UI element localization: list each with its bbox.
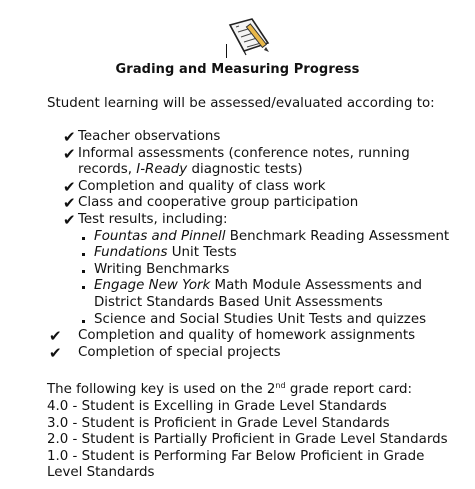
key-intro: The following key is used on the 2nd grade report card: <box>47 381 413 397</box>
checkmark-icon: ✔ <box>49 327 62 346</box>
checklist-item-text: Class and cooperative group participation <box>78 195 359 211</box>
checkmark-icon: ✔ <box>63 194 76 213</box>
test-result-item-text: District Standards Based Unit Assessments <box>94 295 383 310</box>
checklist-item-text: Informal assessments (conference notes, running <box>78 145 410 161</box>
checklist-item-text: records, I-Ready diagnostic tests) <box>78 162 303 178</box>
checklist-item-text: Test results, including: <box>78 212 228 227</box>
test-result-item-text: Writing Benchmarks <box>94 261 230 277</box>
checkmark-icon: ✔ <box>49 343 62 362</box>
square-bullet-icon <box>82 270 85 273</box>
text-cursor <box>226 44 227 58</box>
notebook-pencil-icon <box>224 17 280 61</box>
test-result-item-text: Engage New York Math Module Assessments and <box>94 278 422 294</box>
grading-key-line: 2.0 - Student is Partially Proficient in Grade Level Standards <box>47 432 448 448</box>
grading-key-line: 3.0 - Student is Proficient in Grade Level Standards <box>47 415 390 431</box>
checkmark-icon: ✔ <box>63 128 76 146</box>
checkmark-icon: ✔ <box>63 211 76 229</box>
grading-key-line: 1.0 - Student is Performing Far Below Proficient in Grade <box>47 448 425 464</box>
square-bullet-icon <box>82 286 85 289</box>
square-bullet-icon <box>82 320 85 323</box>
grading-key-line: Level Standards <box>47 465 155 481</box>
test-result-item-text: Fundations Unit Tests <box>94 245 237 261</box>
intro-text: Student learning will be assessed/evaluated according to: <box>47 96 435 111</box>
square-bullet-icon <box>82 237 85 240</box>
checkmark-icon: ✔ <box>63 177 76 196</box>
page-title: Grading and Measuring Progress <box>115 62 360 77</box>
checklist-item-text: Completion and quality of class work <box>78 178 326 194</box>
checklist-item-text: Teacher observations <box>78 129 221 144</box>
grading-key-line: 4.0 - Student is Excelling in Grade Level Standards <box>47 399 387 414</box>
test-result-item-text: Fountas and Pinnell Benchmark Reading Assessment <box>94 228 450 244</box>
square-bullet-icon <box>82 253 85 256</box>
test-result-item-text: Science and Social Studies Unit Tests and quizzes <box>94 311 427 327</box>
checkmark-icon: ✔ <box>63 144 76 163</box>
checklist-item-text: Completion of special projects <box>78 344 281 360</box>
checklist-item-text: Completion and quality of homework assignments <box>78 328 416 344</box>
